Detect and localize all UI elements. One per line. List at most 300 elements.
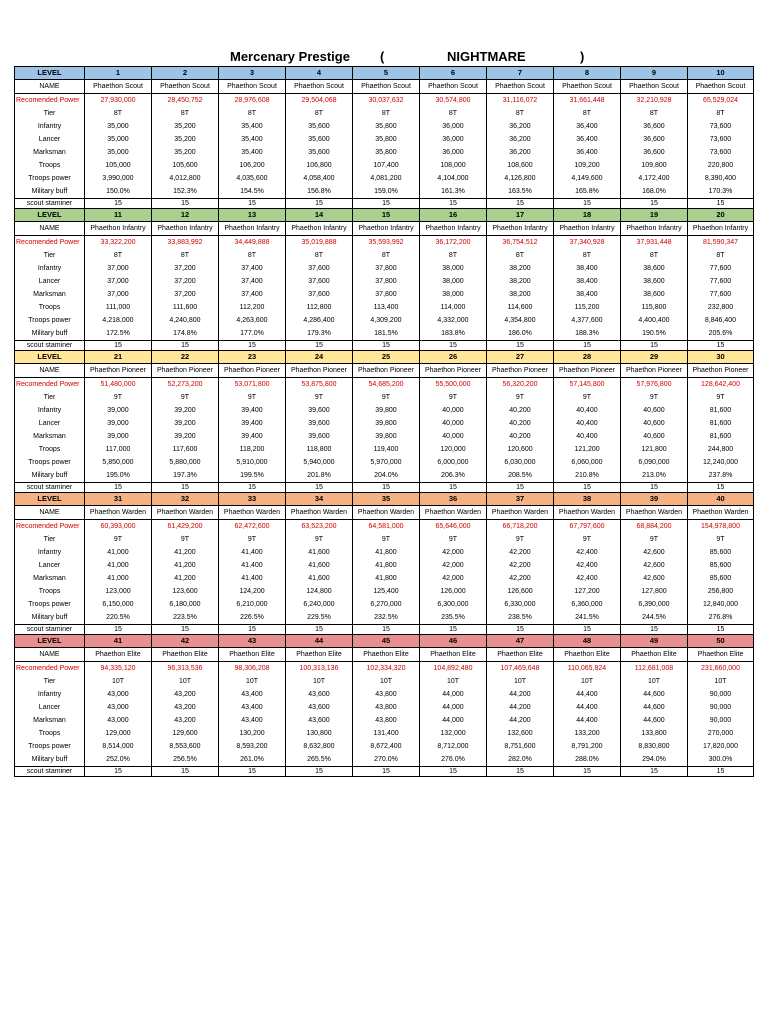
table-cell: 188.3%: [554, 327, 621, 341]
table-cell: 38,000: [420, 288, 487, 301]
table-cell: 6,330,000: [487, 598, 554, 611]
table-cell: 37,340,928: [554, 236, 621, 250]
table-cell: Phaethon Elite: [85, 648, 152, 662]
row-label: Lancer: [15, 559, 85, 572]
row-label: Tier: [15, 107, 85, 120]
table-cell: 6,390,000: [621, 598, 688, 611]
table-cell: 15: [219, 625, 286, 635]
infantry-row: [15, 688, 754, 701]
marksman-row: [15, 572, 754, 585]
table-cell: 94,335,120: [85, 662, 152, 676]
table-cell: 39,200: [152, 430, 219, 443]
table-cell: 61,429,200: [152, 520, 219, 534]
table-cell: 41,400: [219, 546, 286, 559]
table-cell: 15: [688, 199, 754, 209]
table-cell: 6,090,000: [621, 456, 688, 469]
table-cell: Phaethon Warden: [554, 506, 621, 520]
table-cell: Phaethon Warden: [152, 506, 219, 520]
row-label: NAME: [15, 364, 85, 378]
table-cell: 36,400: [554, 133, 621, 146]
marksman-row: [15, 146, 754, 159]
table-cell: 41,400: [219, 559, 286, 572]
table-cell: 4,058,400: [286, 172, 353, 185]
table-cell: 15: [621, 341, 688, 351]
table-cell: 30,574,800: [420, 94, 487, 108]
table-cell: 124,800: [286, 585, 353, 598]
table-cell: 8,632,800: [286, 740, 353, 753]
table-cell: 112,200: [219, 301, 286, 314]
table-cell: 118,200: [219, 443, 286, 456]
table-cell: 44,000: [420, 688, 487, 701]
table-cell: 4: [286, 67, 353, 80]
table-cell: 35,600: [286, 133, 353, 146]
table-cell: 5,940,000: [286, 456, 353, 469]
table-cell: 36,400: [554, 146, 621, 159]
table-cell: 38,400: [554, 288, 621, 301]
table-cell: 15: [85, 767, 152, 777]
row-label: Tier: [15, 249, 85, 262]
table-cell: 152.3%: [152, 185, 219, 199]
table-cell: 6,180,000: [152, 598, 219, 611]
table-cell: 37,931,448: [621, 236, 688, 250]
table-cell: 238.5%: [487, 611, 554, 625]
level-row: [15, 635, 754, 648]
table-cell: 8T: [688, 107, 754, 120]
table-cell: 117,000: [85, 443, 152, 456]
table-cell: 15: [621, 625, 688, 635]
table-cell: 8,593,200: [219, 740, 286, 753]
table-cell: 40,000: [420, 430, 487, 443]
table-cell: 15: [286, 341, 353, 351]
table-cell: 90,000: [688, 701, 754, 714]
table-cell: 100,313,136: [286, 662, 353, 676]
table-cell: 39,800: [353, 417, 420, 430]
table-cell: 195.0%: [85, 469, 152, 483]
row-label: Troops: [15, 585, 85, 598]
table-cell: 8T: [353, 107, 420, 120]
table-cell: Phaethon Elite: [219, 648, 286, 662]
row-label: Infantry: [15, 404, 85, 417]
row-label: scout staminer: [15, 483, 85, 493]
name-row: [15, 506, 754, 520]
table-cell: 63,523,200: [286, 520, 353, 534]
table-cell: 6,270,000: [353, 598, 420, 611]
table-cell: 34: [286, 493, 353, 506]
table-cell: 241.5%: [554, 611, 621, 625]
title-open-paren: (: [380, 49, 385, 64]
table-cell: 8,390,400: [688, 172, 754, 185]
page-title: [0, 46, 768, 68]
table-cell: 8,751,600: [487, 740, 554, 753]
table-cell: 4,263,600: [219, 314, 286, 327]
table-cell: 40,400: [554, 404, 621, 417]
table-cell: 51,480,000: [85, 378, 152, 392]
table-cell: 15: [554, 199, 621, 209]
table-cell: 15: [554, 483, 621, 493]
table-cell: 8T: [554, 249, 621, 262]
marksman-row: [15, 714, 754, 727]
table-cell: 128,642,400: [688, 378, 754, 392]
table-cell: 38,400: [554, 275, 621, 288]
table-cell: Phaethon Warden: [286, 506, 353, 520]
scout-row: [15, 767, 754, 777]
table-cell: 4,240,800: [152, 314, 219, 327]
table-cell: 15: [554, 767, 621, 777]
table-cell: 77,600: [688, 262, 754, 275]
table-cell: 11: [85, 209, 152, 222]
row-label: Recomended Power: [15, 94, 85, 108]
table-cell: 9T: [85, 533, 152, 546]
table-cell: 42: [152, 635, 219, 648]
table-cell: 15: [554, 341, 621, 351]
table-cell: 54,685,200: [353, 378, 420, 392]
table-cell: 15: [85, 625, 152, 635]
table-cell: Phaethon Infantry: [85, 222, 152, 236]
table-cell: 8T: [420, 249, 487, 262]
marksman-row: [15, 288, 754, 301]
table-cell: 40,200: [487, 430, 554, 443]
row-label: Marksman: [15, 572, 85, 585]
table-cell: 37,600: [286, 262, 353, 275]
table-cell: 106,800: [286, 159, 353, 172]
table-cell: 117,600: [152, 443, 219, 456]
power-row: [15, 662, 754, 676]
table-cell: 154.5%: [219, 185, 286, 199]
table-cell: 43,400: [219, 714, 286, 727]
table-cell: Phaethon Infantry: [219, 222, 286, 236]
table-cell: 15: [487, 483, 554, 493]
table-cell: 66,718,200: [487, 520, 554, 534]
table-cell: 4,377,600: [554, 314, 621, 327]
table-cell: 123,600: [152, 585, 219, 598]
table-cell: 181.5%: [353, 327, 420, 341]
troops-power-row: [15, 456, 754, 469]
table-cell: 44,200: [487, 714, 554, 727]
table-cell: 39,000: [85, 430, 152, 443]
table-cell: 220,800: [688, 159, 754, 172]
name-row: [15, 80, 754, 94]
table-cell: 44,400: [554, 714, 621, 727]
table-cell: 37,800: [353, 288, 420, 301]
table-cell: Phaethon Scout: [621, 80, 688, 94]
infantry-row: [15, 404, 754, 417]
table-cell: Phaethon Warden: [487, 506, 554, 520]
table-cell: 165.8%: [554, 185, 621, 199]
table-cell: 32,210,928: [621, 94, 688, 108]
table-cell: 10T: [688, 675, 754, 688]
table-cell: Phaethon Scout: [554, 80, 621, 94]
table-cell: 98,306,208: [219, 662, 286, 676]
row-label: Recomended Power: [15, 520, 85, 534]
table-cell: 35,600: [286, 120, 353, 133]
table-cell: 186.0%: [487, 327, 554, 341]
table-cell: 96,313,536: [152, 662, 219, 676]
row-label: Troops: [15, 301, 85, 314]
table-cell: 85,600: [688, 559, 754, 572]
table-cell: 8,712,000: [420, 740, 487, 753]
table-cell: 41,600: [286, 572, 353, 585]
table-cell: 18: [554, 209, 621, 222]
table-cell: 6,210,000: [219, 598, 286, 611]
level-row: [15, 493, 754, 506]
table-cell: 15: [152, 483, 219, 493]
table-cell: 110,065,824: [554, 662, 621, 676]
row-label: Troops power: [15, 456, 85, 469]
table-cell: 35,019,888: [286, 236, 353, 250]
tier-row: [15, 533, 754, 546]
row-label: Marksman: [15, 146, 85, 159]
table-cell: 177.0%: [219, 327, 286, 341]
infantry-row: [15, 120, 754, 133]
table-cell: 1: [85, 67, 152, 80]
table-cell: Phaethon Pioneer: [152, 364, 219, 378]
table-cell: 31,661,448: [554, 94, 621, 108]
table-cell: Phaethon Scout: [85, 80, 152, 94]
table-cell: 132,000: [420, 727, 487, 740]
table-cell: 35,400: [219, 133, 286, 146]
table-cell: 15: [420, 767, 487, 777]
row-label: scout staminer: [15, 199, 85, 209]
table-cell: 44,200: [487, 701, 554, 714]
table-cell: 109,200: [554, 159, 621, 172]
table-cell: 210.8%: [554, 469, 621, 483]
troops-row: [15, 727, 754, 740]
table-cell: 232,800: [688, 301, 754, 314]
table-cell: 8T: [487, 249, 554, 262]
table-cell: 8T: [152, 249, 219, 262]
table-cell: 27: [487, 351, 554, 364]
table-cell: 10T: [152, 675, 219, 688]
table-cell: 15: [85, 341, 152, 351]
table-cell: 114,600: [487, 301, 554, 314]
table-cell: 8T: [85, 249, 152, 262]
table-cell: 15: [487, 625, 554, 635]
table-cell: 15: [85, 199, 152, 209]
table-cell: 40,000: [420, 417, 487, 430]
scout-row: [15, 341, 754, 351]
table-cell: 39,400: [219, 430, 286, 443]
row-label: Infantry: [15, 262, 85, 275]
table-cell: Phaethon Pioneer: [621, 364, 688, 378]
table-cell: 35,200: [152, 146, 219, 159]
table-cell: 6,360,000: [554, 598, 621, 611]
table-cell: 231,660,000: [688, 662, 754, 676]
table-cell: Phaethon Pioneer: [487, 364, 554, 378]
table-cell: 9T: [286, 533, 353, 546]
table-cell: 9T: [487, 533, 554, 546]
table-cell: 38: [554, 493, 621, 506]
table-cell: 41,800: [353, 572, 420, 585]
lancer-row: [15, 701, 754, 714]
row-label: LEVEL: [15, 635, 85, 648]
table-cell: 106,200: [219, 159, 286, 172]
table-cell: 35,200: [152, 120, 219, 133]
table-cell: 38,600: [621, 275, 688, 288]
row-label: Military buff: [15, 185, 85, 199]
name-row: [15, 222, 754, 236]
table-cell: 25: [353, 351, 420, 364]
table-cell: Phaethon Infantry: [554, 222, 621, 236]
table-cell: 68,884,200: [621, 520, 688, 534]
table-cell: 8: [554, 67, 621, 80]
table-cell: 204.0%: [353, 469, 420, 483]
table-cell: Phaethon Scout: [420, 80, 487, 94]
table-cell: 174.8%: [152, 327, 219, 341]
level-row: [15, 351, 754, 364]
table-cell: Phaethon Infantry: [420, 222, 487, 236]
table-cell: 20: [688, 209, 754, 222]
table-cell: Phaethon Scout: [219, 80, 286, 94]
table-cell: 40,600: [621, 430, 688, 443]
table-cell: 10T: [420, 675, 487, 688]
table-cell: 40,200: [487, 404, 554, 417]
table-cell: 5,850,000: [85, 456, 152, 469]
table-cell: 4,012,800: [152, 172, 219, 185]
table-cell: 10T: [353, 675, 420, 688]
table-cell: 15: [152, 199, 219, 209]
table-cell: 41: [85, 635, 152, 648]
table-cell: 9T: [688, 533, 754, 546]
table-cell: 22: [152, 351, 219, 364]
lancer-row: [15, 417, 754, 430]
table-cell: 9T: [219, 533, 286, 546]
table-cell: Phaethon Pioneer: [219, 364, 286, 378]
table-cell: 42,000: [420, 572, 487, 585]
table-cell: 16: [420, 209, 487, 222]
tier-row: [15, 107, 754, 120]
table-cell: 8,672,400: [353, 740, 420, 753]
table-cell: 41,200: [152, 572, 219, 585]
table-cell: 38,000: [420, 262, 487, 275]
row-label: Troops power: [15, 598, 85, 611]
table-cell: 38,000: [420, 275, 487, 288]
table-cell: 127,200: [554, 585, 621, 598]
table-cell: 29: [621, 351, 688, 364]
table-cell: 35,200: [152, 133, 219, 146]
prestige-table: [14, 66, 754, 777]
troops-power-row: [15, 740, 754, 753]
table-cell: 57,976,800: [621, 378, 688, 392]
table-cell: 32: [152, 493, 219, 506]
table-cell: 37,800: [353, 275, 420, 288]
table-cell: 9T: [85, 391, 152, 404]
tier-row: [15, 391, 754, 404]
table-cell: Phaethon Elite: [487, 648, 554, 662]
table-cell: 8T: [286, 107, 353, 120]
table-cell: Phaethon Pioneer: [286, 364, 353, 378]
table-cell: 43,800: [353, 701, 420, 714]
table-cell: 60,393,000: [85, 520, 152, 534]
table-cell: Phaethon Infantry: [152, 222, 219, 236]
table-cell: 4,172,400: [621, 172, 688, 185]
table-cell: 13: [219, 209, 286, 222]
table-cell: 15: [219, 341, 286, 351]
row-label: LEVEL: [15, 209, 85, 222]
table-cell: 9T: [152, 391, 219, 404]
table-cell: 43,800: [353, 714, 420, 727]
table-cell: Phaethon Warden: [621, 506, 688, 520]
table-cell: 10T: [286, 675, 353, 688]
table-cell: 126,600: [487, 585, 554, 598]
table-cell: 24: [286, 351, 353, 364]
table-cell: 44: [286, 635, 353, 648]
table-cell: 121,200: [554, 443, 621, 456]
table-cell: 37,200: [152, 275, 219, 288]
level-row: [15, 67, 754, 80]
table-cell: 15: [286, 767, 353, 777]
table-cell: 9T: [487, 391, 554, 404]
table-cell: 36: [420, 493, 487, 506]
table-cell: 35,000: [85, 146, 152, 159]
table-cell: 36,200: [487, 133, 554, 146]
troops-row: [15, 443, 754, 456]
scout-row: [15, 483, 754, 493]
table-cell: Phaethon Pioneer: [85, 364, 152, 378]
table-cell: 102,334,320: [353, 662, 420, 676]
row-label: Marksman: [15, 714, 85, 727]
table-cell: 37,000: [85, 262, 152, 275]
table-cell: 39,600: [286, 430, 353, 443]
table-cell: 223.5%: [152, 611, 219, 625]
table-cell: 5,910,000: [219, 456, 286, 469]
row-label: Marksman: [15, 288, 85, 301]
table-cell: 12: [152, 209, 219, 222]
table-cell: Phaethon Pioneer: [554, 364, 621, 378]
table-cell: 9T: [353, 391, 420, 404]
table-cell: 8T: [353, 249, 420, 262]
table-cell: 33: [219, 493, 286, 506]
table-cell: 36,200: [487, 146, 554, 159]
table-cell: 15: [621, 199, 688, 209]
table-cell: 43,600: [286, 701, 353, 714]
table-cell: 37,400: [219, 288, 286, 301]
table-cell: 8T: [487, 107, 554, 120]
troops-power-row: [15, 172, 754, 185]
title-mode: NIGHTMARE: [447, 49, 526, 64]
table-cell: 4,126,800: [487, 172, 554, 185]
table-cell: 36,200: [487, 120, 554, 133]
row-label: Troops power: [15, 314, 85, 327]
table-cell: Phaethon Warden: [353, 506, 420, 520]
table-cell: 10T: [85, 675, 152, 688]
table-cell: 38,400: [554, 262, 621, 275]
table-cell: 43,000: [85, 701, 152, 714]
table-cell: 35,600: [286, 146, 353, 159]
table-cell: 15: [420, 199, 487, 209]
table-cell: 252.0%: [85, 753, 152, 767]
table-cell: 10T: [219, 675, 286, 688]
table-cell: 115,200: [554, 301, 621, 314]
table-cell: 37,200: [152, 262, 219, 275]
table-cell: 15: [621, 483, 688, 493]
table-cell: 90,000: [688, 688, 754, 701]
table-cell: 244,800: [688, 443, 754, 456]
military-buff-row: [15, 327, 754, 341]
table-cell: 36,400: [554, 120, 621, 133]
table-cell: 4,354,800: [487, 314, 554, 327]
table-cell: 30,037,632: [353, 94, 420, 108]
table-cell: 42,400: [554, 546, 621, 559]
table-cell: 40,200: [487, 417, 554, 430]
table-cell: 15: [152, 767, 219, 777]
table-cell: 37,000: [85, 275, 152, 288]
table-cell: 129,000: [85, 727, 152, 740]
row-label: Lancer: [15, 417, 85, 430]
table-cell: 85,600: [688, 572, 754, 585]
table-cell: 220.5%: [85, 611, 152, 625]
table-cell: 256,800: [688, 585, 754, 598]
table-cell: 31,116,072: [487, 94, 554, 108]
